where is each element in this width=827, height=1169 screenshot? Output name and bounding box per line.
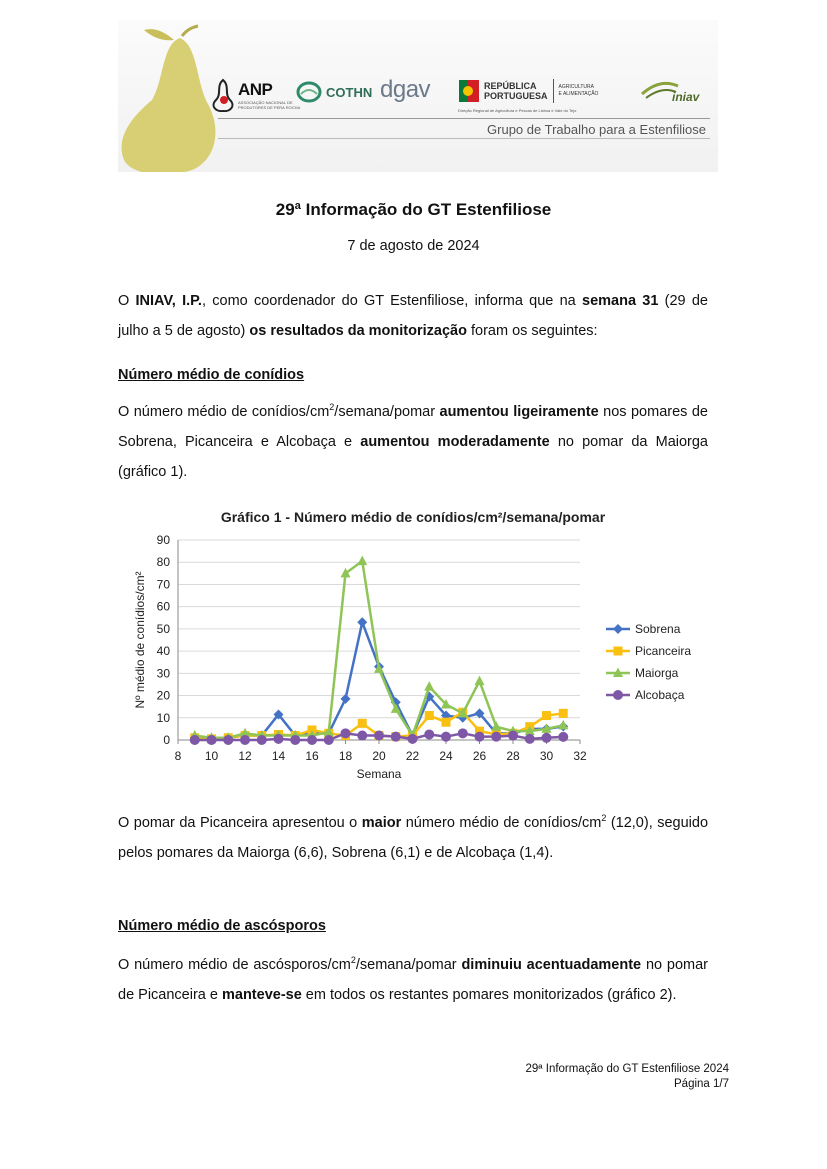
banner-divider xyxy=(218,118,710,119)
data-point-alcobaca xyxy=(391,732,401,742)
data-point-alcobaca xyxy=(341,728,351,738)
legend-label-sobrena: Sobrena xyxy=(635,622,681,636)
data-point-picanceira xyxy=(559,709,568,718)
data-point-alcobaca xyxy=(324,735,334,745)
agricultura-line2: E ALIMENTAÇÃO xyxy=(558,91,599,97)
y-tick-label: 80 xyxy=(156,555,170,570)
data-point-alcobaca xyxy=(424,729,434,739)
x-tick-label: 14 xyxy=(271,749,286,763)
x-tick-label: 20 xyxy=(372,749,386,763)
data-point-alcobaca xyxy=(374,731,384,741)
data-point-alcobaca xyxy=(274,734,284,744)
data-point-maiorga xyxy=(357,556,367,566)
data-point-maiorga xyxy=(491,721,501,731)
cothn-logo xyxy=(296,80,372,104)
data-point-picanceira xyxy=(542,711,551,720)
data-point-alcobaca xyxy=(307,735,317,745)
data-point-alcobaca xyxy=(441,732,451,742)
document-date: 7 de agosto de 2024 xyxy=(347,238,480,254)
iniav-logo xyxy=(640,76,699,104)
data-point-alcobaca xyxy=(240,735,250,745)
x-tick-label: 12 xyxy=(238,749,252,763)
data-point-alcobaca xyxy=(257,735,267,745)
anp-logo-text: ANP xyxy=(238,80,273,99)
chart-axes xyxy=(133,533,587,781)
x-tick-label: 8 xyxy=(174,749,182,763)
legend-marker-picanceira xyxy=(614,647,623,656)
x-tick-label: 32 xyxy=(573,749,587,763)
legend-marker-alcobaca xyxy=(613,690,623,700)
data-point-alcobaca xyxy=(190,735,200,745)
x-tick-label: 10 xyxy=(204,749,219,763)
data-point-maiorga xyxy=(475,676,485,686)
y-tick-label: 0 xyxy=(163,733,170,747)
conidios-summary-paragraph: O pomar da Picanceira apresentou o maior número médio de conídios/$cm^2$ (12,0), seguido pelos pomares da Maiorga (6,6), Sobrena (6,1) e de Alcobaça (1,4). xyxy=(118,813,709,861)
cothn-logo-text: COTHN xyxy=(326,84,373,100)
y-tick-label: 50 xyxy=(156,621,170,636)
y-tick-label: 90 xyxy=(156,533,170,547)
series-line-maiorga xyxy=(195,561,564,738)
data-point-alcobaca xyxy=(508,731,518,741)
dgav-logo-text: dgav xyxy=(380,76,431,103)
data-point-alcobaca xyxy=(525,734,535,744)
data-point-picanceira xyxy=(442,718,451,727)
republica-line1: REPÚBLICA xyxy=(484,81,537,91)
chart-legend xyxy=(606,622,691,702)
data-point-alcobaca xyxy=(290,735,300,745)
ascosporos-paragraph: O número médio de ascósporos/$cm^2/semana$/pomar diminuiu acentuadamente no pomar de Picanceira e manteve-se em todos os restantes pomares monitorizados (gráfico 2). xyxy=(118,955,708,1003)
data-point-alcobaca xyxy=(558,732,568,742)
data-point-alcobaca xyxy=(458,728,468,738)
banner-divider-lower xyxy=(218,138,710,139)
x-tick-label: 18 xyxy=(338,749,353,763)
drap-text: Direção Regional de Agricultura e Pescas de Lisboa e Vale do Tejo xyxy=(458,108,577,113)
section-heading-conidios: Número médio de conídios xyxy=(118,367,305,383)
data-point-picanceira xyxy=(425,711,434,720)
data-point-alcobaca xyxy=(542,733,552,743)
legend-label-picanceira: Picanceira xyxy=(635,644,692,658)
y-tick-label: 10 xyxy=(156,710,170,725)
document-title: 29ª Informação do GT Estenfiliose xyxy=(275,200,552,219)
footer-page-number: Página 1/7 xyxy=(674,1078,729,1090)
x-tick-label: 16 xyxy=(305,749,319,763)
portugal-shield-icon xyxy=(458,78,480,104)
x-tick-label: 28 xyxy=(506,749,520,763)
data-point-alcobaca xyxy=(475,732,485,742)
x-tick-label: 26 xyxy=(472,749,487,763)
data-point-alcobaca xyxy=(223,735,233,745)
y-tick-label: 40 xyxy=(156,644,170,659)
x-tick-label: 30 xyxy=(539,749,554,763)
conidios-line-chart xyxy=(118,502,708,792)
data-point-alcobaca xyxy=(207,735,217,745)
x-axis-label: Semana xyxy=(356,767,402,781)
section-heading-ascosporos: Número médio de ascósporos xyxy=(118,918,326,934)
anp-logo-subtext: ASSOCIAÇÃO NACIONAL DE PRODUTORES DE PERA ROCHA xyxy=(238,100,301,110)
data-point-alcobaca xyxy=(357,731,367,741)
banner-subtitle: Grupo de Trabalho para a Estenfiliose xyxy=(487,122,706,137)
y-axis-label: Nº médio de conídios/cm² xyxy=(133,571,147,709)
anp-logo xyxy=(210,78,308,112)
legend-label-alcobaca: Alcobaça xyxy=(635,688,685,702)
chart-grid xyxy=(178,540,580,740)
data-point-picanceira xyxy=(358,719,367,728)
page-footer xyxy=(526,1062,730,1092)
data-point-maiorga xyxy=(558,720,568,730)
header-banner xyxy=(118,20,718,172)
y-tick-label: 60 xyxy=(156,599,170,614)
agricultura-line1: AGRICULTURA xyxy=(558,84,594,90)
republica-line2: PORTUGUESA xyxy=(484,91,548,101)
y-tick-label: 30 xyxy=(156,666,170,681)
conidios-paragraph: O número médio de conídios/$cm^2/semana$/pomar aumentou ligeiramente nos pomares de Sobrena, Picanceira e Alcobaça e aumentou moderadamente no pomar da Maiorga (gráfico 1). xyxy=(118,402,709,480)
data-point-alcobaca xyxy=(491,732,501,742)
footer-document-label: 29ª Informação do GT Estenfiliose 2024 xyxy=(525,1063,729,1075)
legend-label-maiorga: Maiorga xyxy=(635,666,679,680)
x-tick-label: 22 xyxy=(405,749,420,763)
data-point-maiorga xyxy=(424,681,434,691)
y-tick-label: 70 xyxy=(156,577,170,592)
legend-marker-sobrena xyxy=(613,624,623,634)
intro-paragraph: O INIAV, I.P., como coordenador do GT Estenfiliose, informa que na semana 31 (29 de julho a 5 de agosto) os resultados da monitorização foram os seguintes: xyxy=(118,293,708,339)
series-line-sobrena xyxy=(195,622,564,739)
data-point-sobrena xyxy=(357,617,367,627)
anp-pear-icon xyxy=(210,78,236,112)
series-sobrena xyxy=(190,617,569,744)
dgav-logo xyxy=(380,76,430,104)
cothn-leaf-icon xyxy=(296,80,322,104)
series-maiorga xyxy=(190,556,569,742)
iniav-logo-text: iniav xyxy=(672,90,700,104)
x-tick-label: 24 xyxy=(439,749,453,763)
republica-portuguesa-logo xyxy=(458,78,598,104)
chart-title: Gráfico 1 - Número médio de conídios/cm²/semana/pomar xyxy=(220,509,606,525)
data-point-alcobaca xyxy=(408,734,418,744)
y-tick-label: 20 xyxy=(156,688,170,703)
